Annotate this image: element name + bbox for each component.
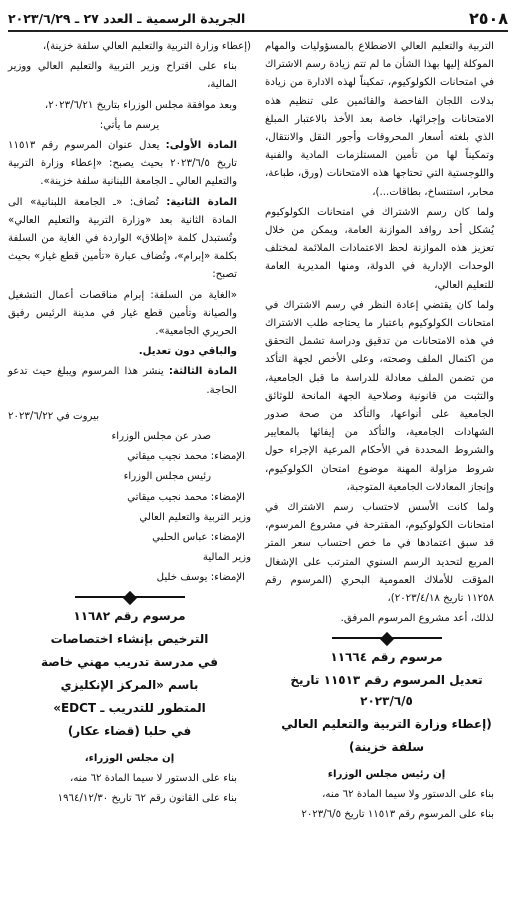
decree-title: الترخيص بإنشاء اختصاصات	[50, 631, 209, 646]
issuer-line: إن مجلس الوزراء،	[84, 752, 175, 764]
signature-line: صدر عن مجلس الوزراء	[111, 431, 211, 443]
issuer-line: إن رئيس مجلس الوزراء	[327, 768, 446, 780]
decree-number: مرسوم رقم ١١٦٨٢	[73, 608, 186, 623]
place-date: بيروت في ٢٠٢٣/٦/٢٢	[8, 410, 100, 422]
page-columns	[8, 38, 508, 919]
article-label: المادة الثانية:	[166, 196, 237, 208]
preamble-line: بناء على الدستور ولا سيما المادة ٦٢ منه،	[322, 788, 494, 800]
paragraph: يرسم ما يأتي:	[99, 119, 160, 131]
paragraph: لذلك، أعد مشروع المرسوم المرفق.	[340, 613, 494, 625]
article-text: ينشر هذا المرسوم ويبلغ حيث تدعو الحاجة.	[8, 366, 237, 396]
decree-title: في حلبا (قضاء عكار)	[67, 723, 192, 738]
decree-title: باسم «المركز الإنكليزي	[60, 677, 199, 692]
paragraph: ولما كان يقتضي إعادة النظر في رسم الاشتراك في امتحانات الكولوكيوم باعتبار ما يحتاجه طلب الاشتراك في هذه الامتحانات من تدقيق ودراسة تشمل التحقق من اكتمال الملف وصحته، وعلى الأخص لجهة التأكد من تضمن الملف معادلة للدراسة ما قبل الجامعية، والتثبت من قانونية وصلاحية الجهة المانحة للوثائق الجامعية على أنواعها، والتأكد من صحة صدور الشهادات الجامعية، والتأكد من إيفائها بالمعايير والشروط المحددة في الأحكام المرعية الإجراء حول شروط مزاولة المهنة موضوع امتحان الكولوكيوم، وإنجاز المعادلات الجامعية المتوجبة،	[265, 299, 494, 493]
right-column	[265, 38, 508, 919]
section-divider	[75, 596, 185, 598]
signature-line: الإمضاء: محمد نجيب ميقاتي	[127, 451, 245, 463]
decree-title: تعديل المرسوم رقم ١١٥١٣ تاريخ ٢٠٢٣/٦/٥	[290, 672, 483, 708]
page-header	[8, 6, 508, 32]
paragraph: التربية والتعليم العالي الاضطلاع بالمسؤوليات والمهام الموكلة إليها بهذا الشأن ما لم تتم زيادة رسم الاشتراك في امتحانات الكولوكيوم، تمكيناً لهذه الادارة من زيادة بدلات اللجان الفاحصة والقائمين على تنظيم هذه الامتحانات وإجرائها، خاصة بعد الأخذ بالاعتبار المبلغ الذي بلغته أسعار المحروقات وأجور النقل والانتقال، وتمكيناً لها من تأمين المستلزمات المادية والفنية واللوجستية التي تحتاجها هذه الامتحانات (ورق، طباعة، محابر، استنساخ، بطاقات...)،	[265, 41, 494, 198]
decree-title: المتطور للتدريب ـ EDCT»	[53, 700, 206, 715]
preamble-line: بناء على القانون رقم ٦٢ تاريخ ١٩٦٤/١٢/٣٠	[57, 793, 237, 805]
decree-title: في مدرسة تدريب مهني خاصة	[40, 654, 219, 669]
signature-line: رئيس مجلس الوزراء	[123, 471, 211, 483]
gazette-issue-title: الجريدة الرسمية ـ العدد ٢٧ ـ ٢٠٢٣/٦/٢٩	[8, 10, 246, 26]
paragraph: ولما كان رسم الاشتراك في امتحانات الكولوكيوم يُشكل أحد روافد الموازنة العامة، ويمكن من خلال تعزيز هذه الموازنة لحظ الاعتمادات الملائمة لمختلف الوحدات الإدارية في الدولة، ومنها المديرية العامة للتعليم العالي،	[265, 206, 494, 291]
article-3	[8, 363, 251, 399]
article-1	[8, 137, 251, 192]
preamble-line: بناء على المرسوم رقم ١١٥١٣ تاريخ ٢٠٢٣/٦/٥	[301, 808, 494, 820]
article-label: المادة الأولى:	[165, 140, 237, 152]
paragraph: وبعد موافقة مجلس الوزراء بتاريخ ٢٠٢٣/٦/٢١،	[44, 99, 237, 111]
signature-line: وزير المالية	[202, 552, 251, 564]
decree-title: (إعطاء وزارة التربية والتعليم العالي	[281, 716, 492, 731]
preamble-line: بناء على الدستور لا سيما المادة ٦٢ منه،	[70, 772, 237, 784]
article-text: تُضاف: «ـ الجامعة اللبنانية» الى المادة الثانية بعد «وزارة التربية والتعليم العالي» وتُستبدل كلمة «إطلاق» الواردة في الغاية من السلفة بكلمة «إبرام»، وتُضاف عبارة «تأمين قطع غيار» بحيث تصبح:	[8, 196, 237, 281]
page-number: ٢٥٠٨	[468, 8, 508, 28]
section-divider	[332, 637, 442, 639]
signature-line: الإمضاء: يوسف خليل	[156, 572, 245, 584]
paragraph: ولما كانت الأسس لاحتساب رسم الاشتراك في امتحانات الكولوكيوم، المقترحة في مشروع المرسوم، قد سبق اعتمادها في ما خص احتساب سعر المتر المربع لتحديد الرسم السنوي المترتب على الإشغال المؤقت للأملاك العمومية البحري (المرسوم رقم ١١٢٥٨ تاريخ ٢٠٢٣/٤/١٨)،	[265, 502, 494, 605]
signature-line: وزير التربية والتعليم العالي	[139, 511, 251, 523]
article-text: يعدل عنوان المرسوم رقم ١١٥١٣ تاريخ ٢٠٢٣/٦/٥ بحيث يصبح: «إعطاء وزارة التربية والتعليم العالي ـ الجامعة اللبنانية سلفة خزينة».	[8, 140, 237, 188]
paragraph: «الغاية من السلفة: إبرام مناقصات أعمال التشغيل والصيانة وتأمين قطع غيار في مدينة الرئيس رفيق الحريري الجامعية».	[8, 289, 237, 338]
article-2	[8, 194, 251, 285]
left-column	[8, 38, 251, 919]
paragraph: والباقي دون تعديل.	[138, 346, 237, 358]
signature-line: الإمضاء: محمد نجيب ميقاتي	[127, 491, 245, 503]
decree-title: سلفة خزينة)	[348, 739, 425, 754]
paragraph: بناء على اقتراح وزير التربية والتعليم العالي ووزير المالية،	[8, 61, 237, 91]
article-label: المادة الثالثة:	[168, 366, 237, 378]
paragraph: (إعطاء وزارة التربية والتعليم العالي سلفة خزينة)،	[42, 41, 251, 52]
decree-number: مرسوم رقم ١١٦٦٤	[330, 649, 443, 664]
signature-line: الإمضاء: عباس الحلبي	[152, 532, 245, 544]
